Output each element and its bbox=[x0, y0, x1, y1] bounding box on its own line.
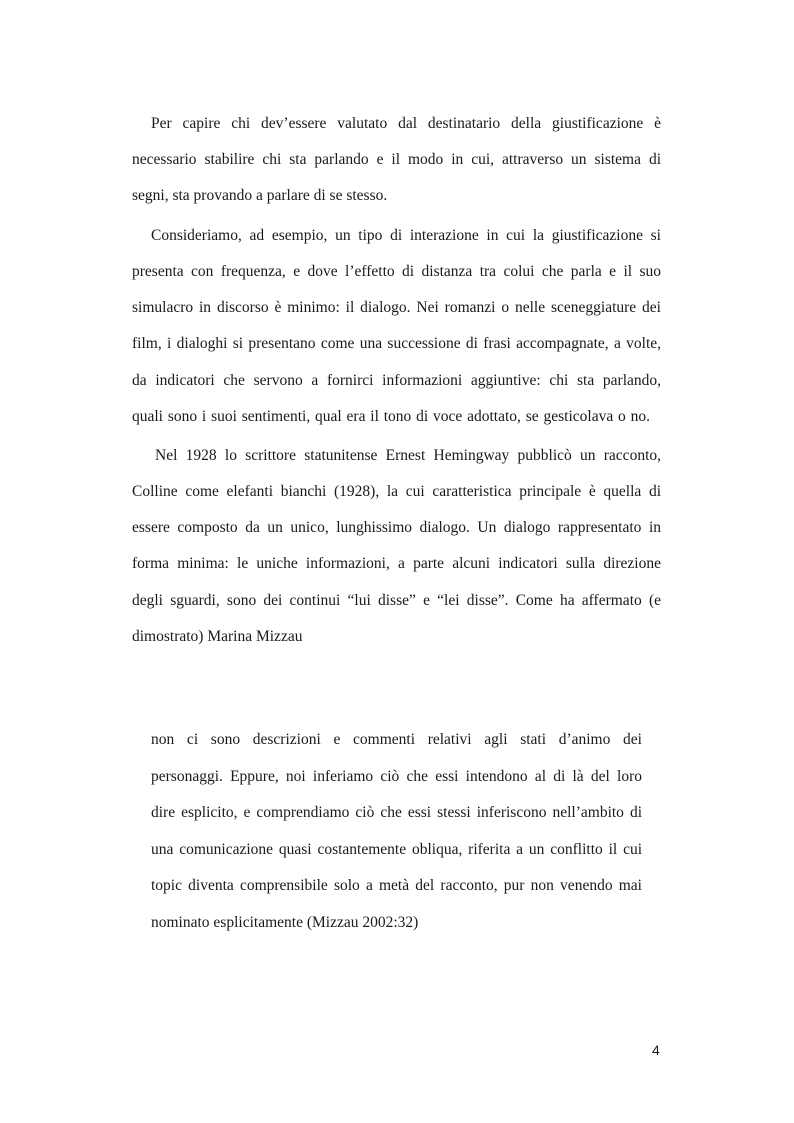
paragraph-2-line-5: da indicatori che servono a fornirci informazioni aggiuntive: chi sta parlando, bbox=[132, 372, 661, 389]
paragraph-3-line-4: forma minima: le uniche informazioni, a parte alcuni indicatori sulla direzione bbox=[132, 555, 661, 572]
paragraph-3-line-6: dimostrato) Marina Mizzau bbox=[132, 628, 303, 645]
paragraph-2-line-3: simulacro in discorso è minimo: il dialogo. Nei romanzi o nelle sceneggiature dei bbox=[132, 299, 661, 316]
paragraph-3-line-2: Colline come elefanti bianchi (1928), la cui caratteristica principale è quella di bbox=[132, 483, 661, 500]
quote-line-3: dire esplicito, e comprendiamo ciò che essi stessi inferiscono nell’ambito di bbox=[151, 804, 642, 821]
page-number: 4 bbox=[652, 1042, 660, 1058]
paragraph-1-line-2: necessario stabilire chi sta parlando e il modo in cui, attraverso un sistema di bbox=[132, 151, 661, 168]
paragraph-3-line-1: Nel 1928 lo scrittore statunitense Ernest Hemingway pubblicò un racconto, bbox=[155, 447, 661, 464]
quote-line-5: topic diventa comprensibile solo a metà del racconto, pur non venendo mai bbox=[151, 877, 642, 894]
paragraph-2-line-2: presenta con frequenza, e dove l’effetto di distanza tra colui che parla e il suo bbox=[132, 263, 661, 280]
paragraph-1-line-1: Per capire chi dev’essere valutato dal destinatario della giustificazione è bbox=[151, 115, 661, 132]
paragraph-3-line-5: degli sguardi, sono dei continui “lui disse” e “lei disse”. Come ha affermato (e bbox=[132, 592, 661, 609]
paragraph-2-line-4: film, i dialoghi si presentano come una successione di frasi accompagnate, a volte, bbox=[132, 335, 661, 352]
paragraph-2-line-6: quali sono i suoi sentimenti, qual era il tono di voce adottato, se gesticolava o no. bbox=[132, 408, 650, 425]
quote-line-2: personaggi. Eppure, noi inferiamo ciò che essi intendono al di là del loro bbox=[151, 768, 642, 785]
paragraph-1-line-3: segni, sta provando a parlare di se stesso. bbox=[132, 187, 388, 204]
quote-line-1: non ci sono descrizioni e commenti relativi agli stati d’animo dei bbox=[151, 731, 642, 748]
paragraph-2-line-1: Consideriamo, ad esempio, un tipo di interazione in cui la giustificazione si bbox=[151, 227, 661, 244]
quote-line-6: nominato esplicitamente (Mizzau 2002:32) bbox=[151, 914, 419, 931]
quote-line-4: una comunicazione quasi costantemente obliqua, riferita a un conflitto il cui bbox=[151, 841, 642, 858]
paragraph-3-line-3: essere composto da un unico, lunghissimo dialogo. Un dialogo rappresentato in bbox=[132, 519, 661, 536]
